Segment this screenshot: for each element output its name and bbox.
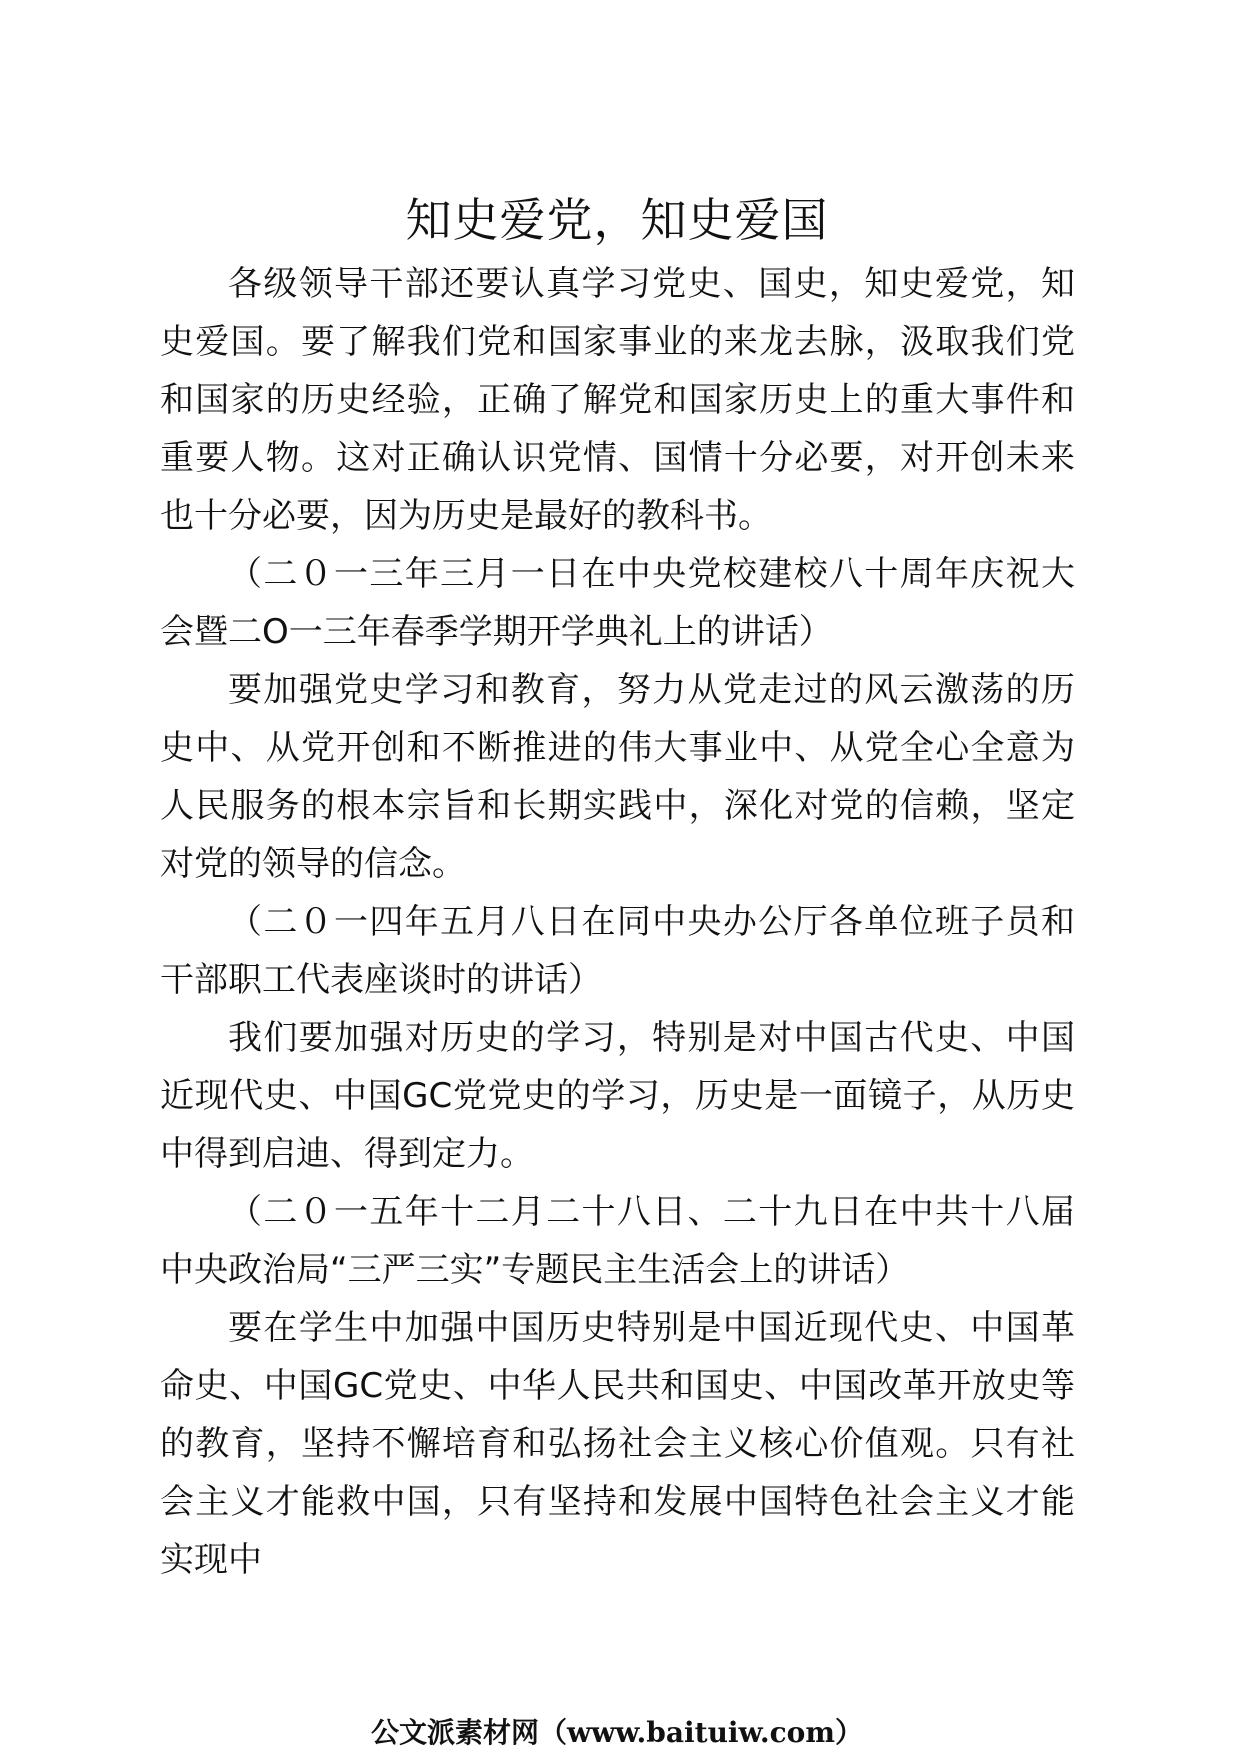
document-title: 知史爱党，知史爱国 xyxy=(405,193,829,247)
source-note-3: （二０一五年十二月二十八日、二十九日在中共十八届中央政治局“三严三实”专题民主生活会上的讲话） xyxy=(160,1192,1075,1290)
paragraph-3: 我们要加强对历史的学习，特别是对中国古代史、中国近现代史、中国GC党党史的学习，历史是一面镜子，从历史中得到启迪、得到定力。 xyxy=(160,1018,1075,1174)
paragraph-1: 各级领导干部还要认真学习党史、国史，知史爱党，知史爱国。要了解我们党和国家事业的来龙去脉，汲取我们党和国家的历史经验，正确了解党和国家历史上的重大事件和重要人物。这对正确认识党情、国情十分必要，对开创未来也十分必要，因为历史是最好的教科书。 xyxy=(160,264,1075,536)
footer-watermark: 公文派素材网（www.baituiw.com） xyxy=(371,1716,863,1749)
paragraph-4: 要在学生中加强中国历史特别是中国近现代史、中国革命史、中国GC党史、中华人民共和国史、中国改革开放史等的教育，坚持不懈培育和弘扬社会主义核心价值观。只有社会主义才能救中国，只有坚持和发展中国特色社会主义才能实现中 xyxy=(160,1308,1075,1580)
source-note-2: （二０一四年五月八日在同中央办公厅各单位班子员和干部职工代表座谈时的讲话） xyxy=(160,902,1075,1000)
paragraph-2: 要加强党史学习和教育，努力从党走过的风云激荡的历史中、从党开创和不断推进的伟大事业中、从党全心全意为人民服务的根本宗旨和长期实践中，深化对党的信赖，坚定对党的领导的信念。 xyxy=(160,670,1075,884)
document-body xyxy=(160,255,1075,1589)
source-note-1: （二０一三年三月一日在中央党校建校八十周年庆祝大会暨二O一三年春季学期开学典礼上的讲话） xyxy=(160,554,1075,652)
